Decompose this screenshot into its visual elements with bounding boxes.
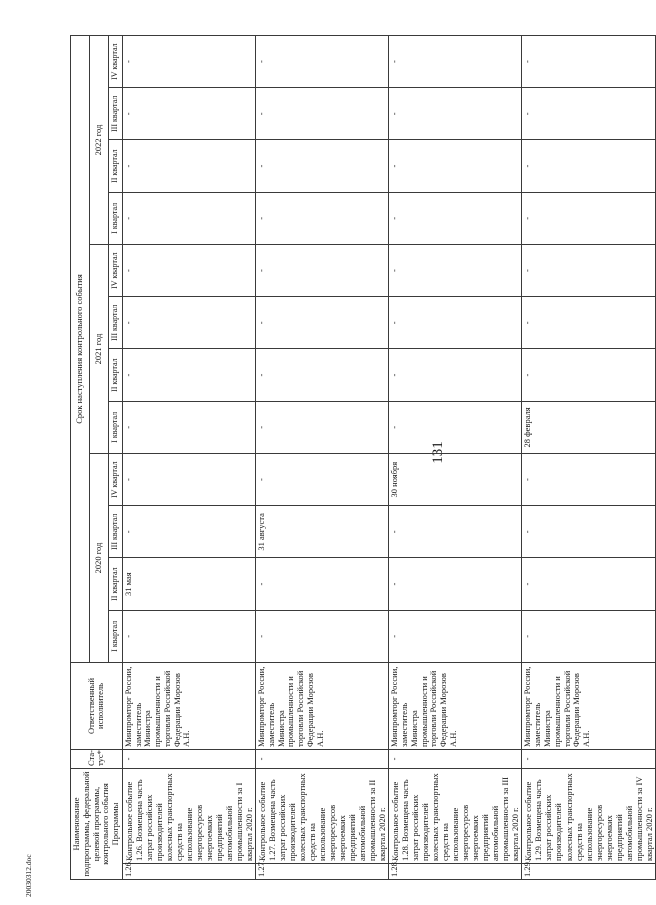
quarter-cell: -	[122, 506, 255, 558]
quarter-cell: -	[256, 349, 389, 401]
quarter-cell: -	[122, 454, 255, 506]
event-executor: Минпромторг России, заместитель Министра промышленности и торговли Российской Федерации Морозов А.Н.	[122, 663, 255, 750]
header-year-2021: 2021 год	[89, 245, 108, 454]
quarter-cell: -	[256, 36, 389, 88]
quarter-cell: -	[122, 349, 255, 401]
event-status: -	[256, 750, 389, 769]
header-executor: Ответственный исполнитель	[71, 663, 123, 750]
quarter-cell: -	[389, 297, 522, 349]
page-number: 131	[430, 441, 446, 464]
event-name: Контрольное событие 1.29. Возмещена часть затрат российских производителей колесных транспортных средств на использование энергоресурсов энергоемких предприятий автомобильной промышленности за IV квартал 2020 г.	[522, 769, 655, 864]
header-status: Ста-тус*	[71, 750, 123, 769]
quarter-cell: -	[389, 558, 522, 610]
quarter-cell: -	[256, 454, 389, 506]
header-quarter: I квартал	[108, 401, 122, 453]
quarter-cell: -	[389, 506, 522, 558]
quarter-cell: -	[122, 88, 255, 140]
quarter-cell: -	[522, 506, 655, 558]
quarter-cell: -	[122, 401, 255, 453]
quarter-cell: -	[122, 36, 255, 88]
quarter-cell: -	[256, 245, 389, 297]
quarter-cell: 31 мая	[122, 558, 255, 610]
quarter-cell: -	[256, 401, 389, 453]
header-year-2020: 2020 год	[89, 454, 108, 663]
quarter-cell: -	[522, 558, 655, 610]
event-name: Контрольное событие 1.26. Возмещена часть затрат российских производителей колесных транспортных средств на использование энергоресурсов энергоемких предприятий автомобильной промышленности за I квартал 2020 г.	[122, 769, 255, 864]
control-events-table	[70, 35, 656, 880]
event-status: -	[122, 750, 255, 769]
header-term: Срок наступления контрольного события	[71, 36, 90, 663]
row-number: 1.26.	[122, 864, 255, 880]
header-quarter: II квартал	[108, 558, 122, 610]
quarter-cell: -	[122, 192, 255, 244]
quarter-cell: -	[522, 140, 655, 192]
table-row	[256, 36, 389, 880]
header-quarter: II квартал	[108, 349, 122, 401]
quarter-cell: -	[522, 192, 655, 244]
quarter-cell: -	[389, 192, 522, 244]
header-quarter: I квартал	[108, 192, 122, 244]
event-name: Контрольное событие 1.27. Возмещена часть затрат российских производителей колесных транспортных средств на использование энергоресурсов энергоемких предприятий автомобильной промышленности за II квартал 2020 г.	[256, 769, 389, 864]
footer-filename: 20030312.doc	[24, 854, 33, 897]
header-quarter: III квартал	[108, 88, 122, 140]
quarter-cell: -	[522, 610, 655, 662]
row-number: 1.29.	[522, 864, 655, 880]
quarter-cell: -	[122, 245, 255, 297]
quarter-cell: -	[522, 454, 655, 506]
quarter-cell: -	[389, 36, 522, 88]
header-quarter: III квартал	[108, 297, 122, 349]
quarter-cell: 28 февраля	[522, 401, 655, 453]
quarter-cell: -	[256, 558, 389, 610]
quarter-cell: -	[256, 140, 389, 192]
table-row	[522, 36, 655, 880]
quarter-cell: -	[256, 610, 389, 662]
quarter-cell: -	[122, 140, 255, 192]
quarter-cell: -	[522, 36, 655, 88]
quarter-cell: -	[256, 192, 389, 244]
quarter-cell: 30 ноября	[389, 454, 522, 506]
quarter-cell: -	[522, 297, 655, 349]
header-quarter: IV квартал	[108, 454, 122, 506]
quarter-cell: -	[122, 297, 255, 349]
event-status: -	[522, 750, 655, 769]
event-name: Контрольное событие 1.28. Возмещена часть затрат российских производителей колесных транспортных средств на использование энергоресурсов энергоемких предприятий автомобильной промышленности за III квартал 2020 г.	[389, 769, 522, 864]
quarter-cell: -	[522, 88, 655, 140]
header-quarter: IV квартал	[108, 245, 122, 297]
quarter-cell: -	[122, 610, 255, 662]
header-quarter: IV квартал	[108, 36, 122, 88]
header-quarter: II квартал	[108, 140, 122, 192]
event-executor: Минпромторг России, заместитель Министра промышленности и торговли Российской Федерации Морозов А.Н.	[256, 663, 389, 750]
quarter-cell: -	[256, 297, 389, 349]
row-number: 1.27.	[256, 864, 389, 880]
event-status: -	[389, 750, 522, 769]
quarter-cell: -	[522, 245, 655, 297]
quarter-cell: 31 августа	[256, 506, 389, 558]
header-quarter: I квартал	[108, 610, 122, 662]
quarter-cell: -	[389, 88, 522, 140]
quarter-cell: -	[256, 88, 389, 140]
row-number: 1.28.	[389, 864, 522, 880]
table-row	[122, 36, 255, 880]
quarter-cell: -	[389, 401, 522, 453]
event-executor: Минпромторг России, заместитель Министра промышленности и торговли Российской Федерации Морозов А.Н.	[389, 663, 522, 750]
quarter-cell: -	[389, 610, 522, 662]
quarter-cell: -	[389, 245, 522, 297]
header-year-2022: 2022 год	[89, 36, 108, 245]
header-name: Наименование подпрограммы, федеральной целевой программы, контрольного события Программы	[71, 769, 123, 880]
table-row	[389, 36, 522, 880]
event-executor: Минпромторг России, заместитель Министра промышленности и торговли Российской Федерации Морозов А.Н.	[522, 663, 655, 750]
quarter-cell: -	[389, 140, 522, 192]
quarter-cell: -	[522, 349, 655, 401]
header-quarter: III квартал	[108, 506, 122, 558]
quarter-cell: -	[389, 349, 522, 401]
